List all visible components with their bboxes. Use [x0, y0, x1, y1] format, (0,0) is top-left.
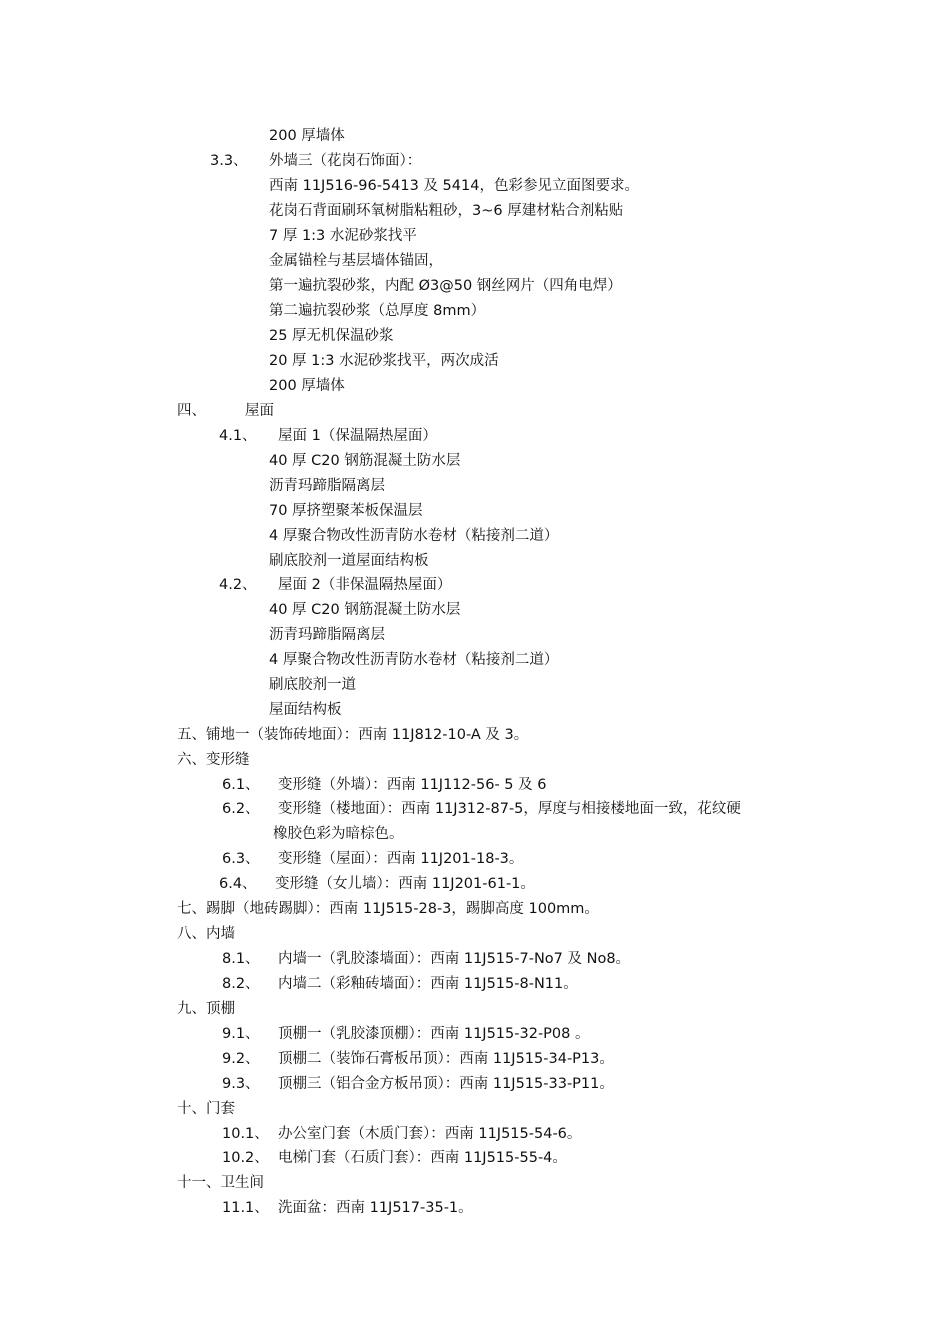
item-number: 8.1、 — [222, 951, 260, 967]
text-line: 电梯门套（石质门套）：西南 11J515-55-4。 — [278, 1150, 567, 1166]
text-line: 十一、卫生间 — [177, 1175, 264, 1191]
item-number: 6.3、 — [222, 851, 260, 867]
text-line: 金属锚栓与基层墙体锚固， — [269, 253, 443, 269]
text-line: 刷底胶剂一道 — [269, 677, 356, 693]
text-line: 洗面盆：西南 11J517-35-1。 — [278, 1200, 473, 1216]
text-line: 4 厚聚合物改性沥青防水卷材（粘接剂二道） — [269, 528, 559, 544]
text-line: 九、顶棚 — [177, 1001, 235, 1017]
text-line: 七、踢脚（地砖踢脚）：西南 11J515-28-3，踢脚高度 100mm。 — [177, 901, 599, 917]
text-line: 第二遍抗裂砂浆（总厚度 8mm） — [269, 303, 486, 319]
text-line: 变形缝（外墙）：西南 11J112-56- 5 及 6 — [278, 777, 547, 793]
text-line: 六、变形缝 — [177, 752, 250, 768]
item-number: 9.1、 — [222, 1026, 260, 1042]
text-line: 70 厚挤塑聚苯板保温层 — [269, 503, 423, 519]
item-number: 10.2、 — [222, 1150, 269, 1166]
item-number: 10.1、 — [222, 1126, 269, 1142]
item-number: 9.3、 — [222, 1076, 260, 1092]
item-number: 9.2、 — [222, 1051, 260, 1067]
text-line: 五、铺地一（装饰砖地面）：西南 11J812-10-A 及 3。 — [177, 727, 529, 743]
text-line: 八、内墙 — [177, 926, 235, 942]
text-line: 办公室门套（木质门套）：西南 11J515-54-6。 — [278, 1126, 582, 1142]
text-line: 变形缝（楼地面）：西南 11J312-87-5，厚度与相接楼地面一致，花纹硬 — [278, 801, 741, 817]
text-line: 40 厚 C20 钢筋混凝土防水层 — [269, 453, 461, 469]
text-line: 4 厚聚合物改性沥青防水卷材（粘接剂二道） — [269, 652, 559, 668]
item-number: 4.2、 — [219, 577, 257, 593]
text-line: 内墙二（彩釉砖墙面）：西南 11J515-8-N11。 — [278, 976, 578, 992]
text-line: 7 厚 1:3 水泥砂浆找平 — [269, 228, 417, 244]
text-line: 橡胶色彩为暗棕色。 — [273, 826, 404, 842]
text-line: 屋面结构板 — [269, 702, 342, 718]
text-line: 40 厚 C20 钢筋混凝土防水层 — [269, 602, 461, 618]
text-line: 沥青玛蹄脂隔离层 — [269, 627, 385, 643]
text-line: 西南 11J516-96-5413 及 5414，色彩参见立面图要求。 — [269, 178, 639, 194]
item-number: 8.2、 — [222, 976, 260, 992]
text-line: 屋面 — [245, 403, 274, 419]
item-number: 6.2、 — [222, 801, 260, 817]
text-line: 第一遍抗裂砂浆，内配 Ø3@50 钢丝网片（四角电焊） — [269, 278, 622, 294]
item-number: 四、 — [177, 403, 206, 419]
item-number: 4.1、 — [219, 428, 257, 444]
text-line: 屋面 2（非保温隔热屋面） — [278, 577, 452, 593]
item-number: 6.4、 — [219, 876, 257, 892]
text-line: 刷底胶剂一道屋面结构板 — [269, 553, 429, 569]
text-line: 沥青玛蹄脂隔离层 — [269, 478, 385, 494]
text-line: 200 厚墙体 — [269, 128, 345, 144]
text-line: 200 厚墙体 — [269, 378, 345, 394]
text-line: 顶棚一（乳胶漆顶棚）：西南 11J515-32-P08 。 — [278, 1026, 590, 1042]
text-line: 内墙一（乳胶漆墙面）：西南 11J515-7-No7 及 No8。 — [278, 951, 631, 967]
item-number: 6.1、 — [222, 777, 260, 793]
text-line: 变形缝（屋面）：西南 11J201-18-3。 — [278, 851, 524, 867]
text-line: 顶棚二（装饰石膏板吊顶）：西南 11J515-34-P13。 — [278, 1051, 614, 1067]
text-line: 外墙三（花岗石饰面）： — [269, 153, 422, 169]
item-number: 11.1、 — [222, 1200, 269, 1216]
text-line: 屋面 1（保温隔热屋面） — [278, 428, 437, 444]
text-line: 变形缝（女儿墙）：西南 11J201-61-1。 — [275, 876, 535, 892]
item-number: 3.3、 — [210, 153, 248, 169]
text-line: 花岗石背面刷环氧树脂粘粗砂，3~6 厚建材粘合剂粘贴 — [269, 203, 624, 219]
text-line: 十、门套 — [177, 1101, 235, 1117]
text-line: 顶棚三（铝合金方板吊顶）：西南 11J515-33-P11。 — [278, 1076, 614, 1092]
text-line: 25 厚无机保温砂浆 — [269, 328, 394, 344]
text-line: 20 厚 1:3 水泥砂浆找平，两次成活 — [269, 353, 499, 369]
